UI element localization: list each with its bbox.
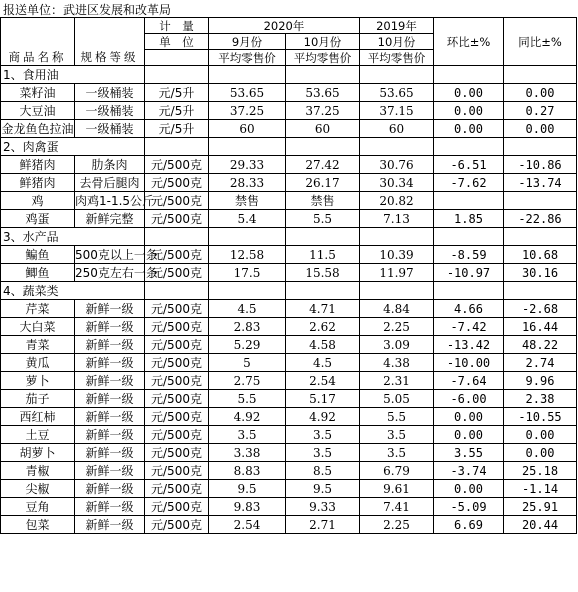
oct-2020-price: 2.54 — [286, 372, 360, 390]
oct-2019-price: 10.39 — [360, 246, 434, 264]
oct-2020-price: 禁售 — [286, 192, 360, 210]
oct-2020-price: 5.5 — [286, 210, 360, 228]
unit-header-top: 计 量 — [145, 18, 209, 34]
sep-2020-price: 2.75 — [209, 372, 286, 390]
oct-2020-price: 11.5 — [286, 246, 360, 264]
yoy-change: 0.00 — [504, 444, 577, 462]
mom-change: 0.00 — [434, 426, 504, 444]
sep-2020-price: 4.92 — [209, 408, 286, 426]
section-title: 1、食用油 — [1, 66, 145, 84]
spec-grade: 新鲜一级 — [75, 390, 145, 408]
table-row — [1, 462, 577, 480]
yoy-change: 25.91 — [504, 498, 577, 516]
mom-change: 0.00 — [434, 84, 504, 102]
section-row — [1, 228, 577, 246]
sep-2020-price: 3.38 — [209, 444, 286, 462]
section-title: 4、蔬菜类 — [1, 282, 145, 300]
yoy-change: 30.16 — [504, 264, 577, 282]
product-name-header: 商品名称 — [1, 50, 75, 66]
year-2020-header: 2020年 — [209, 18, 360, 34]
product-name: 尖椒 — [1, 480, 75, 498]
oct-2020-price: 3.5 — [286, 444, 360, 462]
oct-2019-price: 6.79 — [360, 462, 434, 480]
sep-2020-price: 5.4 — [209, 210, 286, 228]
spec-grade: 新鲜一级 — [75, 408, 145, 426]
section-row — [1, 138, 577, 156]
yoy-change: 0.00 — [504, 426, 577, 444]
yoy-change: 48.22 — [504, 336, 577, 354]
section-row — [1, 282, 577, 300]
product-name: 鸡蛋 — [1, 210, 75, 228]
oct-2020-price: 53.65 — [286, 84, 360, 102]
table-row — [1, 480, 577, 498]
oct-2019-price: 9.61 — [360, 480, 434, 498]
sep-2020-price: 29.33 — [209, 156, 286, 174]
spec-grade: 新鲜一级 — [75, 372, 145, 390]
oct-2019-price: 37.15 — [360, 102, 434, 120]
sep-2020-price: 9.83 — [209, 498, 286, 516]
product-name: 青菜 — [1, 336, 75, 354]
spec-grade: 新鲜一级 — [75, 498, 145, 516]
mom-change: 0.00 — [434, 408, 504, 426]
oct-2020-price: 2.62 — [286, 318, 360, 336]
oct-2020-price: 26.17 — [286, 174, 360, 192]
unit-cell: 元/500克 — [145, 174, 209, 192]
spec-grade: 新鲜一级 — [75, 354, 145, 372]
mom-change: -6.51 — [434, 156, 504, 174]
oct-2019-price: 7.13 — [360, 210, 434, 228]
product-name: 菜籽油 — [1, 84, 75, 102]
product-name: 大豆油 — [1, 102, 75, 120]
spec-grade: 新鲜一级 — [75, 300, 145, 318]
unit-cell: 元/500克 — [145, 426, 209, 444]
unit-cell: 元/500克 — [145, 516, 209, 534]
year-2019-header: 2019年 — [360, 18, 434, 34]
avg-price-header: 平均零售价 — [209, 50, 286, 66]
unit-cell: 元/500克 — [145, 408, 209, 426]
oct-2019-price: 30.76 — [360, 156, 434, 174]
sep-2020-price: 4.5 — [209, 300, 286, 318]
unit-cell: 元/500克 — [145, 300, 209, 318]
product-name: 青椒 — [1, 462, 75, 480]
yoy-change: 20.44 — [504, 516, 577, 534]
oct-2020-price: 9.5 — [286, 480, 360, 498]
product-name: 芹菜 — [1, 300, 75, 318]
spec-grade: 500克以上一条 — [75, 247, 158, 262]
table-row — [1, 498, 577, 516]
sep-2020-price: 53.65 — [209, 84, 286, 102]
product-name: 西红柿 — [1, 408, 75, 426]
sep-2020-price: 5 — [209, 354, 286, 372]
unit-cell: 元/500克 — [145, 480, 209, 498]
table-row — [1, 444, 577, 462]
oct-2019-price: 3.09 — [360, 336, 434, 354]
yoy-header: 同比±% — [504, 18, 577, 66]
mom-change: -6.00 — [434, 390, 504, 408]
section-title: 3、水产品 — [1, 228, 145, 246]
price-table — [0, 17, 577, 534]
table-row — [1, 192, 577, 210]
oct-2020-price: 4.92 — [286, 408, 360, 426]
oct-2020-price: 3.5 — [286, 426, 360, 444]
product-name: 黄瓜 — [1, 354, 75, 372]
yoy-change: -22.86 — [504, 210, 577, 228]
oct-2020-price: 8.5 — [286, 462, 360, 480]
unit-cell: 元/500克 — [145, 390, 209, 408]
unit-cell: 元/500克 — [145, 498, 209, 516]
mom-change: -7.64 — [434, 372, 504, 390]
yoy-change: -1.14 — [504, 480, 577, 498]
sep-2020-price: 17.5 — [209, 264, 286, 282]
yoy-change: 10.68 — [504, 246, 577, 264]
spec-grade: 一级桶装 — [75, 102, 145, 120]
oct-2019-price: 3.5 — [360, 426, 434, 444]
spec-grade-header: 规格等级 — [75, 50, 145, 66]
mom-change: 3.55 — [434, 444, 504, 462]
avg-price-header: 平均零售价 — [360, 50, 434, 66]
mom-change: 4.66 — [434, 300, 504, 318]
yoy-change: 16.44 — [504, 318, 577, 336]
product-name: 鲜猪肉 — [1, 174, 75, 192]
oct-2020-price: 15.58 — [286, 264, 360, 282]
unit-cell: 元/500克 — [145, 354, 209, 372]
sep-2020-price: 28.33 — [209, 174, 286, 192]
oct-2020-price: 4.58 — [286, 336, 360, 354]
oct-2019-price: 53.65 — [360, 84, 434, 102]
unit-cell: 元/500克 — [145, 246, 209, 264]
mom-change: 0.00 — [434, 102, 504, 120]
oct-2019-price: 20.82 — [360, 192, 434, 210]
oct-2020-price: 2.71 — [286, 516, 360, 534]
unit-cell: 元/500克 — [145, 156, 209, 174]
yoy-change: -10.86 — [504, 156, 577, 174]
table-row — [1, 120, 577, 138]
table-row — [1, 426, 577, 444]
mom-change — [434, 192, 504, 210]
oct-2020-price: 60 — [286, 120, 360, 138]
unit-cell: 元/5升 — [145, 120, 209, 138]
mom-change: -7.42 — [434, 318, 504, 336]
mom-change: -10.00 — [434, 354, 504, 372]
unit-cell: 元/500克 — [145, 210, 209, 228]
oct-2019-price: 60 — [360, 120, 434, 138]
mom-change: 1.85 — [434, 210, 504, 228]
oct-2019-price: 11.97 — [360, 264, 434, 282]
mom-change: -3.74 — [434, 462, 504, 480]
product-name: 大白菜 — [1, 318, 75, 336]
unit-cell: 元/500克 — [145, 264, 209, 282]
mom-header: 环比±% — [434, 18, 504, 66]
table-row — [1, 210, 577, 228]
oct-2020-price: 4.71 — [286, 300, 360, 318]
table-row — [1, 102, 577, 120]
header-row-1 — [1, 18, 577, 34]
yoy-change: 25.18 — [504, 462, 577, 480]
sep-2020-price: 37.25 — [209, 102, 286, 120]
sep-2020-price: 3.5 — [209, 426, 286, 444]
table-row — [1, 318, 577, 336]
product-name: 土豆 — [1, 426, 75, 444]
unit-cell: 元/500克 — [145, 192, 209, 210]
mom-change: 0.00 — [434, 120, 504, 138]
mom-change: -7.62 — [434, 174, 504, 192]
sep-2020-price: 禁售 — [209, 192, 286, 210]
oct-2019-price: 30.34 — [360, 174, 434, 192]
unit-cell: 元/500克 — [145, 444, 209, 462]
unit-cell: 元/5升 — [145, 102, 209, 120]
spec-grade: 肉鸡1-1.5公斤 — [75, 193, 155, 208]
product-name: 金龙鱼色拉油 — [1, 121, 74, 136]
sep-2020-price: 60 — [209, 120, 286, 138]
product-name: 鳊鱼 — [1, 246, 75, 264]
product-name: 鲫鱼 — [1, 264, 75, 282]
oct-2020-header: 10月份 — [286, 34, 360, 50]
table-row — [1, 516, 577, 534]
table-row — [1, 354, 577, 372]
spec-grade: 新鲜一级 — [75, 480, 145, 498]
oct-2019-price: 2.31 — [360, 372, 434, 390]
unit-cell: 元/500克 — [145, 462, 209, 480]
sep-2020-price: 5.5 — [209, 390, 286, 408]
mom-change: 0.00 — [434, 480, 504, 498]
spec-grade: 新鲜一级 — [75, 336, 145, 354]
yoy-change: 0.00 — [504, 120, 577, 138]
oct-2019-price: 4.38 — [360, 354, 434, 372]
oct-2019-price: 4.84 — [360, 300, 434, 318]
spec-grade: 去骨后腿肉 — [75, 174, 145, 192]
spec-grade: 250克左右一条 — [75, 265, 158, 280]
oct-2019-price: 3.5 — [360, 444, 434, 462]
sep-2020-price: 9.5 — [209, 480, 286, 498]
table-row — [1, 336, 577, 354]
unit-cell: 元/500克 — [145, 336, 209, 354]
sep-2020-price: 8.83 — [209, 462, 286, 480]
mom-change: -8.59 — [434, 246, 504, 264]
spec-grade: 新鲜完整 — [75, 210, 145, 228]
spec-grade: 肋条肉 — [75, 156, 145, 174]
yoy-change — [504, 192, 577, 210]
spec-grade: 新鲜一级 — [75, 462, 145, 480]
mom-change: -10.97 — [434, 264, 504, 282]
yoy-change: 2.38 — [504, 390, 577, 408]
yoy-change: 0.00 — [504, 84, 577, 102]
sep-2020-price: 12.58 — [209, 246, 286, 264]
oct-2020-price: 27.42 — [286, 156, 360, 174]
mom-change: -5.09 — [434, 498, 504, 516]
product-name: 鲜猪肉 — [1, 156, 75, 174]
yoy-change: 0.27 — [504, 102, 577, 120]
table-row — [1, 408, 577, 426]
table-row — [1, 300, 577, 318]
avg-price-header: 平均零售价 — [286, 50, 360, 66]
unit-cell: 元/500克 — [145, 318, 209, 336]
product-name: 包菜 — [1, 516, 75, 534]
yoy-change: 9.96 — [504, 372, 577, 390]
yoy-change: -13.74 — [504, 174, 577, 192]
product-name: 胡萝卜 — [1, 444, 75, 462]
spec-grade: 新鲜一级 — [75, 444, 145, 462]
oct-2019-header: 10月份 — [360, 34, 434, 50]
product-name: 鸡 — [1, 192, 75, 210]
sep-2020-header: 9月份 — [209, 34, 286, 50]
product-name: 茄子 — [1, 390, 75, 408]
spec-grade: 新鲜一级 — [75, 516, 145, 534]
product-name: 萝卜 — [1, 372, 75, 390]
oct-2020-price: 37.25 — [286, 102, 360, 120]
yoy-change: 2.74 — [504, 354, 577, 372]
oct-2019-price: 7.41 — [360, 498, 434, 516]
section-row — [1, 66, 577, 84]
sep-2020-price: 5.29 — [209, 336, 286, 354]
table-row — [1, 264, 577, 282]
product-name: 豆角 — [1, 498, 75, 516]
oct-2020-price: 4.5 — [286, 354, 360, 372]
oct-2020-price: 9.33 — [286, 498, 360, 516]
sep-2020-price: 2.54 — [209, 516, 286, 534]
table-row — [1, 390, 577, 408]
oct-2020-price: 5.17 — [286, 390, 360, 408]
unit-cell: 元/500克 — [145, 372, 209, 390]
oct-2019-price: 2.25 — [360, 516, 434, 534]
spec-grade: 新鲜一级 — [75, 426, 145, 444]
spec-grade: 一级桶装 — [75, 120, 145, 138]
yoy-change: -10.55 — [504, 408, 577, 426]
oct-2019-price: 2.25 — [360, 318, 434, 336]
table-row — [1, 156, 577, 174]
unit-header-bottom: 单 位 — [145, 34, 209, 50]
spec-grade: 一级桶装 — [75, 84, 145, 102]
oct-2019-price: 5.05 — [360, 390, 434, 408]
table-row — [1, 246, 577, 264]
section-title: 2、肉禽蛋 — [1, 138, 145, 156]
table-row — [1, 174, 577, 192]
mom-change: 6.69 — [434, 516, 504, 534]
yoy-change: -2.68 — [504, 300, 577, 318]
report-unit-caption: 报送单位：武进区发展和改革局 — [3, 3, 172, 17]
oct-2019-price: 5.5 — [360, 408, 434, 426]
spec-grade: 新鲜一级 — [75, 318, 145, 336]
table-row — [1, 84, 577, 102]
unit-cell: 元/5升 — [145, 84, 209, 102]
sep-2020-price: 2.83 — [209, 318, 286, 336]
mom-change: -13.42 — [434, 336, 504, 354]
table-row — [1, 372, 577, 390]
